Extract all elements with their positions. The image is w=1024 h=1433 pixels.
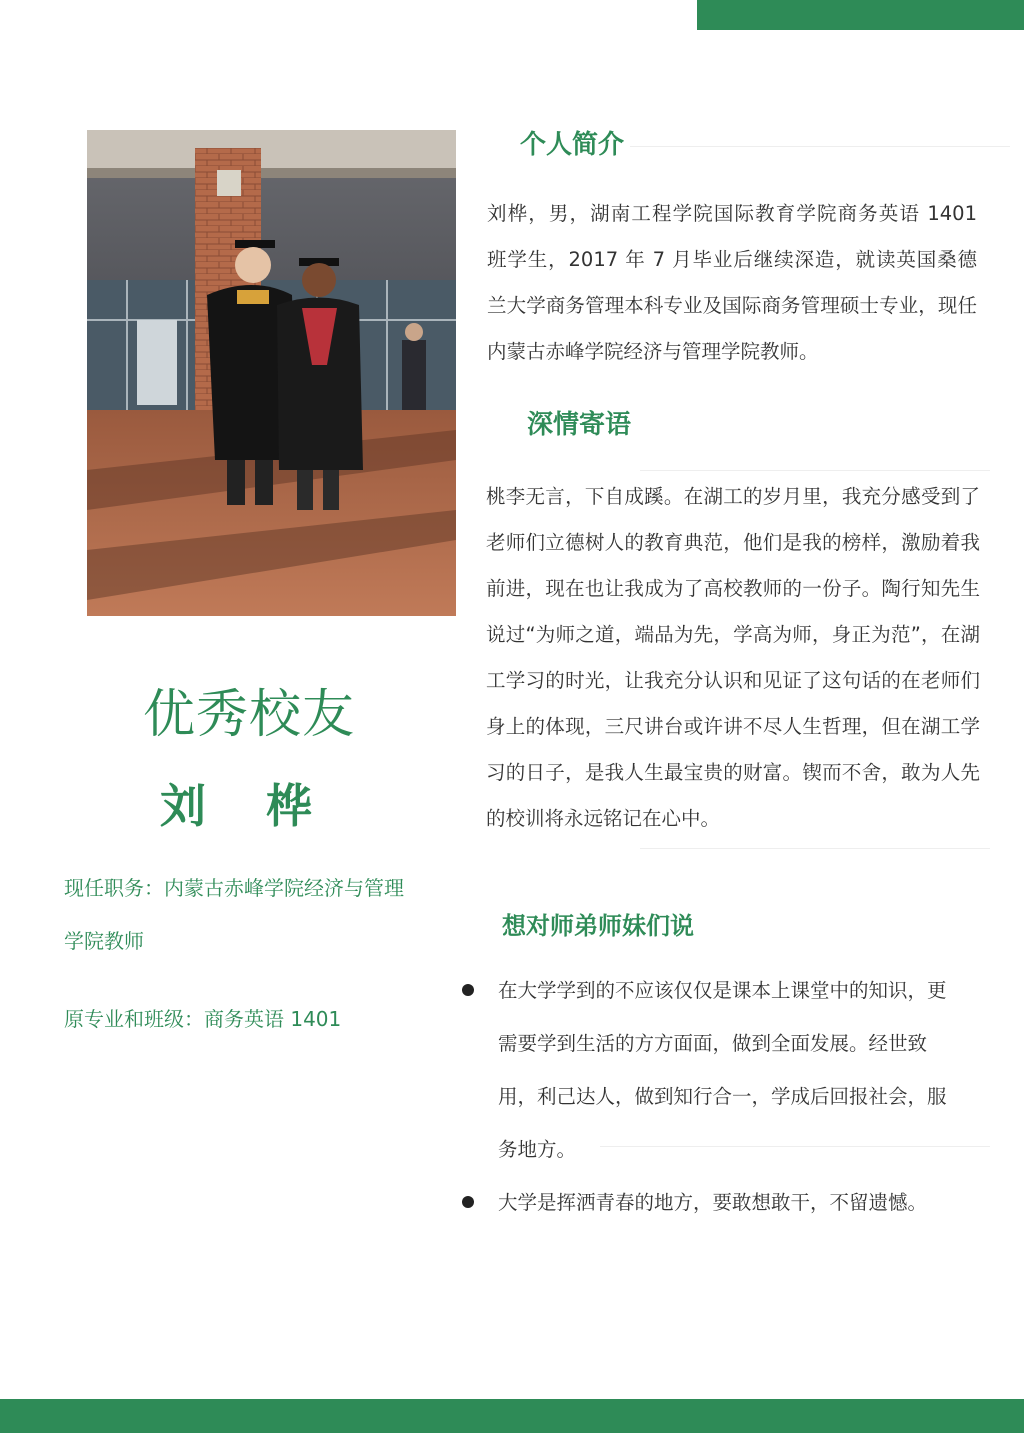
alumnus-name: 刘 桦 <box>160 779 335 833</box>
advice-list <box>460 964 960 1229</box>
advice-item-text: 在大学学到的不应该仅仅是课本上课堂中的知识，更需要学到生活的方方面面，做到全面发展。经世致用，利己达人，做到知行合一，学成后回报社会，服务地方。 <box>498 979 947 1161</box>
list-item <box>460 964 960 1176</box>
bottom-accent-bar <box>0 1399 1024 1433</box>
top-accent-bar <box>697 0 1024 30</box>
intro-text: 刘桦，男，湖南工程学院国际教育学院商务英语 1401 班学生，2017 年 7 月毕业后继续深造，就读英国桑德兰大学商务管理本科专业及国际商务管理硕士专业，现任内蒙古赤峰学院经济与管理学院教师。 <box>487 202 977 363</box>
intro-divider <box>630 146 1010 147</box>
current-position-line-1: 现任职务：内蒙古赤峰学院经济与管理 <box>64 876 404 900</box>
message-heading: 深情寄语 <box>527 410 632 440</box>
advice-item-text: 大学是挥洒青春的地方，要敢想敢干，不留遗憾。 <box>498 1191 928 1214</box>
message-bottom-divider <box>640 848 990 849</box>
advice-heading: 想对师弟师妹们说 <box>502 912 694 940</box>
original-major: 原专业和班级：商务英语 1401 <box>64 1007 342 1031</box>
graduation-photo <box>87 130 456 616</box>
current-position-line-2: 学院教师 <box>64 929 144 953</box>
message-divider <box>640 470 990 471</box>
message-text: 桃李无言，下自成蹊。在湖工的岁月里，我充分感受到了老师们立德树人的教育典范，他们是我的榜样，激励着我前进，现在也让我成为了高校教师的一份子。陶行知先生说过“为师之道，端品为先，学高为师，身正为范”，在湖工学习的时光，让我充分认识和见证了这句话的在老师们身上的体现，三尺讲台或许讲不尽人生哲理，但在湖工学习的日子，是我人生最宝贵的财富。锲而不舍，敢为人先的校训将永远铭记在心中。 <box>486 485 980 830</box>
intro-heading: 个人简介 <box>520 130 625 160</box>
bullet-icon <box>462 984 474 996</box>
page-title: 优秀校友 <box>143 685 356 745</box>
list-item <box>460 1176 960 1229</box>
advice-divider <box>600 1146 990 1147</box>
bullet-icon <box>462 1196 474 1208</box>
